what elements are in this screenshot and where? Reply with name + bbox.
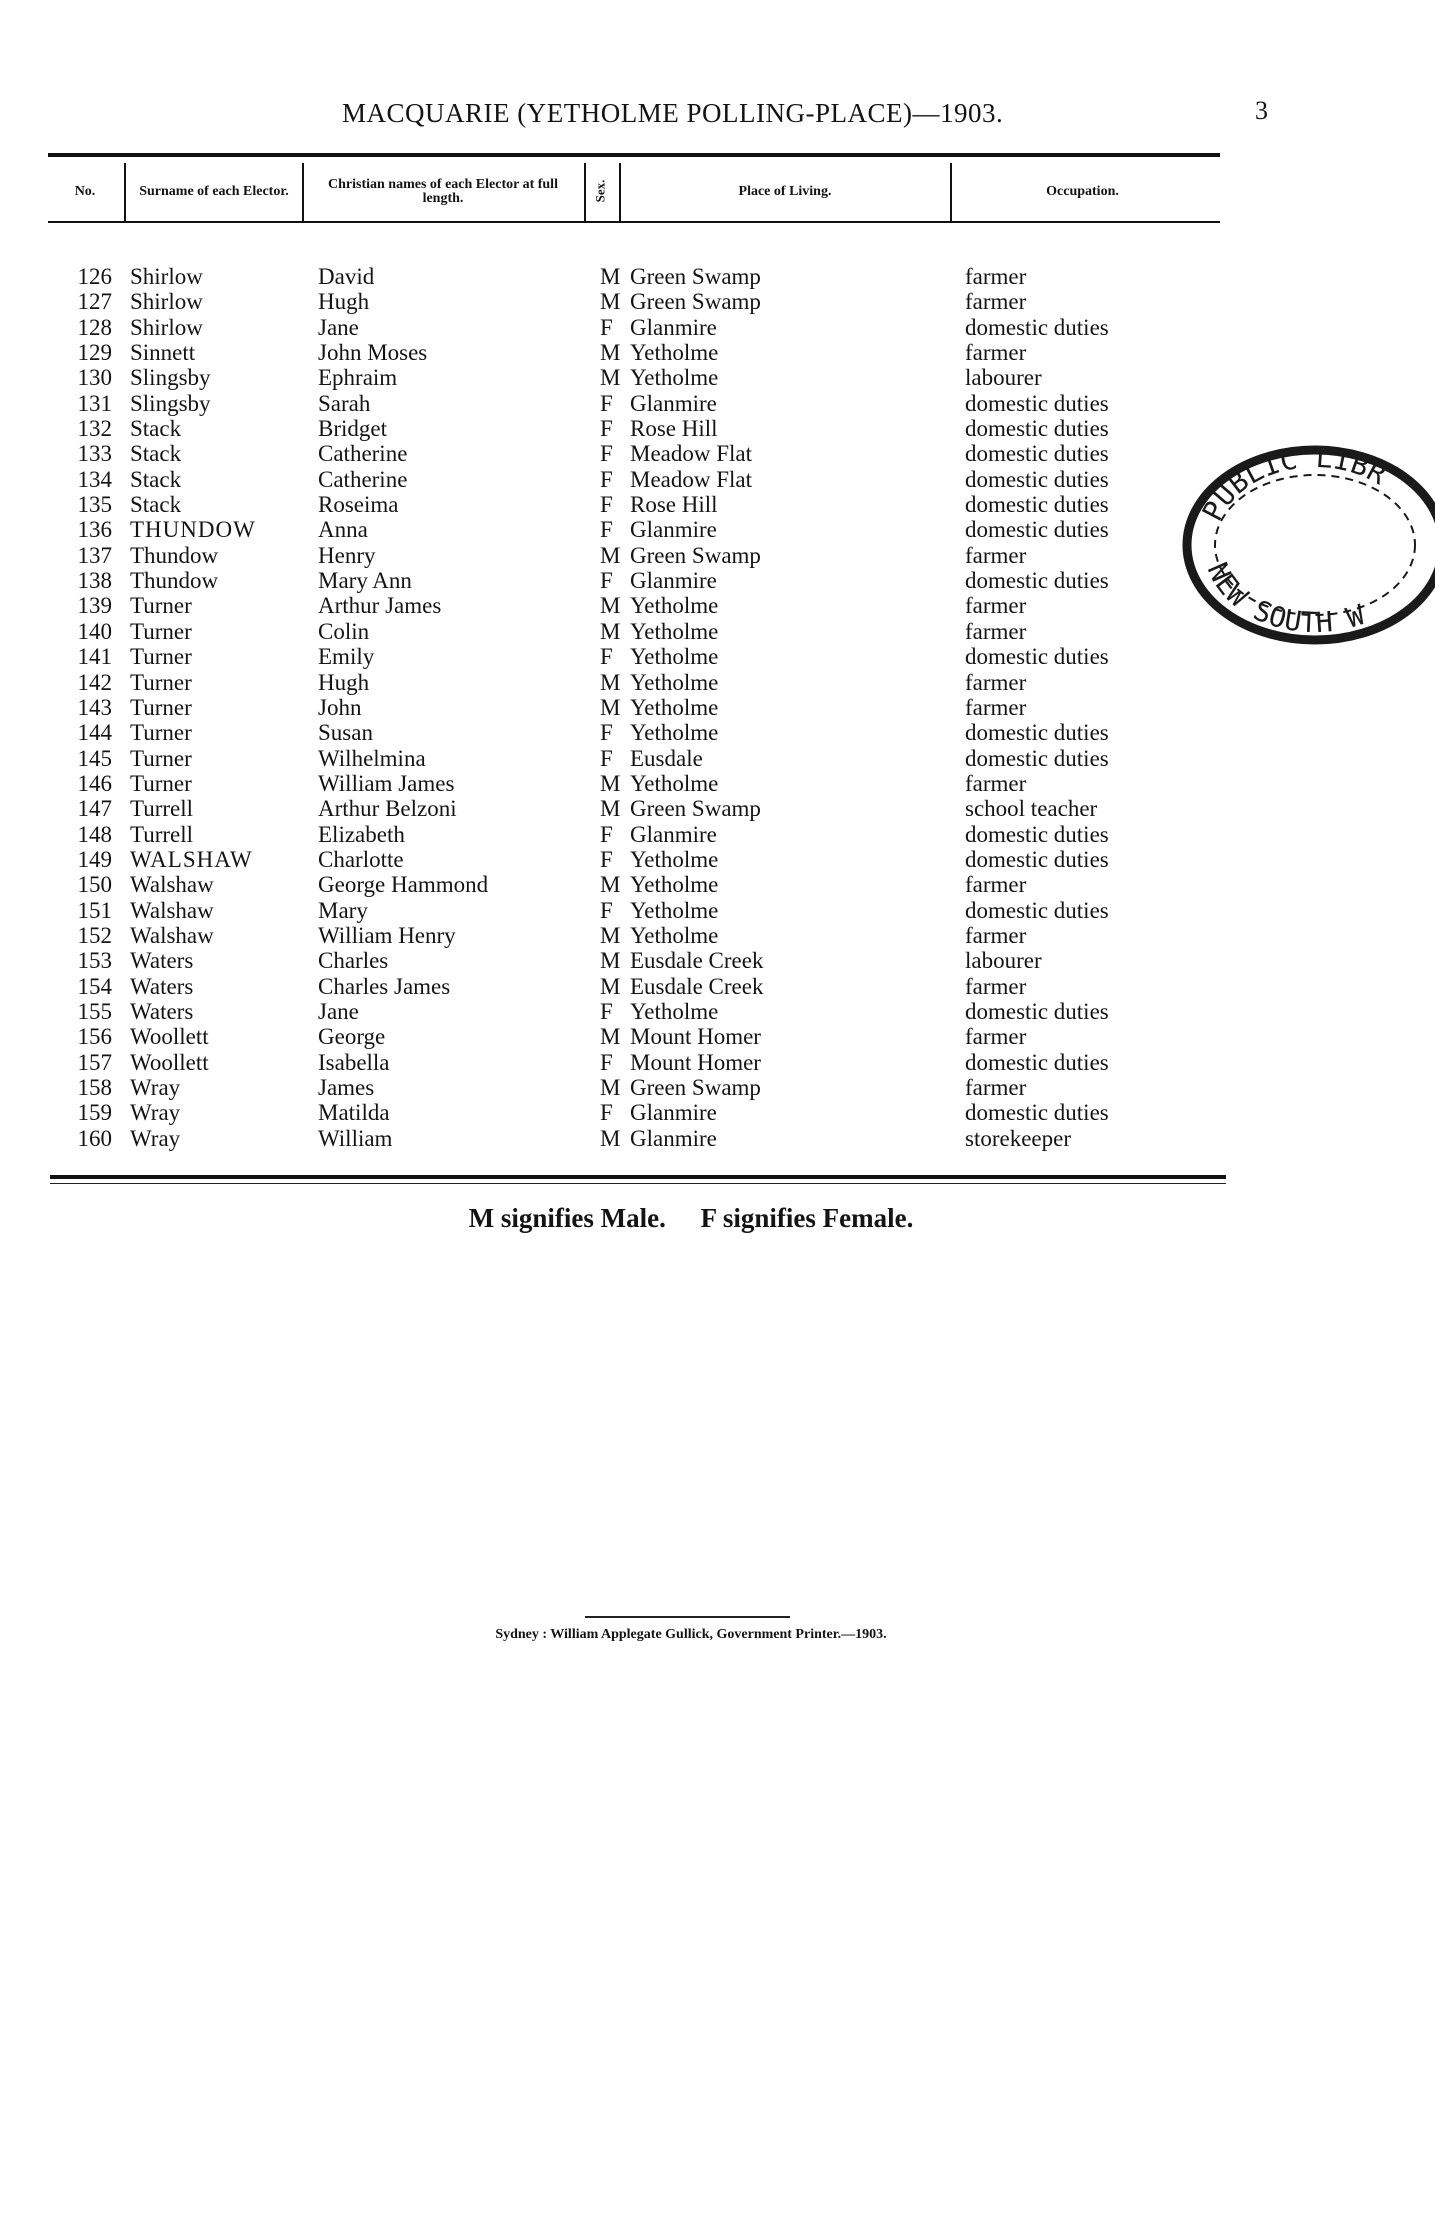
row-sex: M [600,365,621,391]
row-place-of-living: Yetholme [630,897,719,923]
row-christian-names: Mary Ann [318,568,412,594]
row-number: 133 [77,441,112,467]
row-number: 144 [77,720,112,746]
row-sex: M [600,796,621,822]
table-row [0,898,1382,923]
row-sex: F [600,846,613,872]
row-sex: M [600,1075,621,1100]
row-surname: Thundow [130,542,219,568]
row-sex: M [600,948,621,974]
row-sex: M [600,542,621,568]
row-place-of-living: Yetholme [630,694,719,720]
row-surname: Woollett [130,1024,209,1050]
row-occupation: farmer [965,593,1027,619]
table-top-rule [48,153,1220,157]
row-place-of-living: Yetholme [630,922,719,948]
table-row [0,948,1382,973]
row-christian-names: Jane [318,998,359,1024]
row-christian-names: Isabella [318,1049,390,1075]
row-sex: F [600,314,613,340]
row-sex: M [600,593,621,619]
row-christian-names: Sarah [318,390,371,416]
column-header-christian-names: Christian names of each Elector at full length. [328,177,558,206]
row-occupation: farmer [965,340,1027,366]
row-number: 127 [77,289,112,315]
row-number: 131 [77,390,112,416]
row-surname: Shirlow [130,314,203,340]
row-occupation: domestic duties [965,568,1109,594]
row-christian-names: Catherine [318,441,408,467]
row-place-of-living: Mount Homer [630,1049,761,1075]
row-sex: F [600,821,613,847]
table-bottom-rule-thin [50,1183,1226,1184]
row-number: 147 [77,796,112,822]
table-row [0,720,1382,745]
row-surname: Turrell [130,796,194,822]
row-surname: Waters [130,973,194,999]
row-number: 159 [77,1100,112,1126]
table-row [0,1075,1382,1100]
row-number: 130 [77,365,112,391]
row-occupation: domestic duties [965,441,1109,467]
stamp-bottom-text: NEW SOUTH W [1200,557,1369,640]
row-sex: M [600,1125,621,1151]
row-place-of-living: Yetholme [630,770,719,796]
row-occupation: domestic duties [965,416,1109,442]
row-sex: M [600,872,621,898]
stamp-top-text: PUBLIC LIBR [1195,440,1392,527]
row-christian-names: George Hammond [318,872,489,898]
row-surname: Wray [130,1125,181,1151]
row-surname: Stack [130,466,182,492]
row-christian-names: James [318,1075,375,1100]
table-bottom-rule [50,1175,1226,1179]
row-number: 154 [77,973,112,999]
column-header-surname: Surname of each Elector. [139,184,289,199]
row-number: 150 [77,872,112,898]
row-place-of-living: Meadow Flat [630,466,753,492]
column-divider [619,163,621,223]
table-row [0,264,1382,289]
row-christian-names: Jane [318,314,359,340]
column-header-no: No. [74,184,96,199]
row-christian-names: Charles [318,948,389,974]
row-sex: M [600,289,621,315]
sex-legend [0,1203,1382,1234]
row-place-of-living: Green Swamp [630,289,761,315]
row-surname: WALSHAW [130,846,253,872]
row-occupation: domestic duties [965,644,1109,670]
row-sex: M [600,770,621,796]
row-christian-names: Emily [318,644,375,670]
row-sex: M [600,340,621,366]
row-sex: F [600,466,613,492]
row-surname: Stack [130,416,182,442]
printer-imprint: Sydney : William Applegate Gullick, Government Printer.—1903. [495,1627,887,1642]
row-christian-names: Charlotte [318,846,404,872]
row-number: 138 [77,568,112,594]
row-number: 135 [77,492,112,518]
row-sex: F [600,517,613,543]
row-occupation: farmer [965,694,1027,720]
row-christian-names: Bridget [318,416,387,442]
row-occupation: farmer [965,289,1027,315]
row-place-of-living: Mount Homer [630,1024,761,1050]
row-christian-names: Wilhelmina [318,745,426,771]
row-place-of-living: Yetholme [630,340,719,366]
row-christian-names: Charles James [318,973,451,999]
row-place-of-living: Yetholme [630,644,719,670]
table-row [0,391,1382,416]
column-divider [950,163,952,223]
table-row [0,796,1382,821]
row-sex: F [600,1100,613,1126]
row-christian-names: Matilda [318,1100,390,1126]
legend-male: M signifies Male. [468,1203,666,1233]
row-place-of-living: Glanmire [630,821,717,847]
row-place-of-living: Glanmire [630,517,717,543]
row-occupation: domestic duties [965,998,1109,1024]
row-occupation: domestic duties [965,1100,1109,1126]
row-surname: Turner [130,720,192,746]
row-surname: Turner [130,644,192,670]
row-christian-names: William [318,1125,393,1151]
row-place-of-living: Yetholme [630,365,719,391]
row-number: 142 [77,669,112,695]
page-title: MACQUARIE (YETHOLME POLLING-PLACE)—1903. [342,98,1004,128]
row-place-of-living: Yetholme [630,720,719,746]
row-surname: Slingsby [130,390,211,416]
column-header-place: Place of Living. [738,184,832,199]
row-number: 137 [77,542,112,568]
row-occupation: farmer [965,922,1027,948]
table-row [0,1024,1382,1049]
row-number: 158 [77,1075,112,1100]
row-occupation: domestic duties [965,517,1109,543]
row-sex: M [600,618,621,644]
row-surname: Turner [130,618,192,644]
row-sex: F [600,492,613,518]
row-sex: M [600,694,621,720]
row-number: 143 [77,694,112,720]
row-occupation: domestic duties [965,390,1109,416]
table-header-rule [48,221,1220,223]
row-place-of-living: Yetholme [630,998,719,1024]
row-sex: F [600,568,613,594]
row-sex: M [600,973,621,999]
column-header-sex [585,168,615,214]
row-sex: F [600,416,613,442]
row-place-of-living: Green Swamp [630,542,761,568]
row-occupation: farmer [965,542,1027,568]
row-occupation: domestic duties [965,745,1109,771]
imprint-rule [585,1616,790,1618]
row-occupation: farmer [965,618,1027,644]
row-number: 146 [77,770,112,796]
row-surname: Turner [130,745,192,771]
row-number: 156 [77,1024,112,1050]
row-number: 153 [77,948,112,974]
row-surname: Stack [130,492,182,518]
row-christian-names: Arthur Belzoni [318,796,457,822]
row-surname: Shirlow [130,289,203,315]
row-sex: F [600,720,613,746]
library-stamp [1175,430,1392,650]
row-occupation: domestic duties [965,821,1109,847]
row-christian-names: Arthur James [318,593,442,619]
row-occupation: labourer [965,948,1042,974]
column-header-occupation: Occupation. [1046,184,1119,199]
row-place-of-living: Eusdale [630,745,703,771]
row-occupation: domestic duties [965,466,1109,492]
row-place-of-living: Meadow Flat [630,441,753,467]
row-occupation: farmer [965,770,1027,796]
row-number: 139 [77,593,112,619]
table-row [0,1126,1382,1151]
row-surname: Walshaw [130,897,214,923]
row-surname: THUNDOW [130,517,256,543]
row-surname: Walshaw [130,872,214,898]
row-place-of-living: Yetholme [630,846,719,872]
table-row [0,771,1382,796]
row-place-of-living: Glanmire [630,568,717,594]
row-place-of-living: Glanmire [630,1125,717,1151]
page-number: 3 [1255,96,1268,125]
row-occupation: farmer [965,973,1027,999]
table-row [0,340,1382,365]
row-occupation: farmer [965,1075,1027,1100]
row-sex: F [600,441,613,467]
row-surname: Thundow [130,568,219,594]
table-row [0,974,1382,999]
row-surname: Woollett [130,1049,209,1075]
row-number: 151 [77,897,112,923]
row-number: 152 [77,922,112,948]
row-place-of-living: Yetholme [630,872,719,898]
table-row [0,999,1382,1024]
column-divider [302,163,304,223]
row-surname: Stack [130,441,182,467]
row-surname: Turner [130,669,192,695]
row-number: 149 [77,846,112,872]
row-sex: F [600,897,613,923]
row-surname: Sinnett [130,340,196,366]
row-christian-names: Susan [318,720,373,746]
column-divider [124,163,126,223]
row-christian-names: Mary [318,897,368,923]
row-occupation: farmer [965,669,1027,695]
row-christian-names: John [318,694,362,720]
row-christian-names: William James [318,770,455,796]
row-occupation: farmer [965,264,1027,289]
row-surname: Wray [130,1100,181,1126]
row-place-of-living: Glanmire [630,314,717,340]
row-surname: Waters [130,948,194,974]
row-surname: Slingsby [130,365,211,391]
row-surname: Waters [130,998,194,1024]
elector-list [0,264,1382,1151]
row-sex: F [600,644,613,670]
row-number: 136 [77,517,112,543]
legend-female: F signifies Female. [700,1203,914,1233]
row-place-of-living: Eusdale Creek [630,948,764,974]
row-place-of-living: Green Swamp [630,264,761,289]
table-row [0,847,1382,872]
row-number: 134 [77,466,112,492]
row-number: 148 [77,821,112,847]
row-surname: Turner [130,770,192,796]
row-surname: Walshaw [130,922,214,948]
row-occupation: school teacher [965,796,1098,822]
row-surname: Wray [130,1075,181,1100]
table-row [0,822,1382,847]
row-surname: Turrell [130,821,194,847]
row-sex: M [600,669,621,695]
row-christian-names: Elizabeth [318,821,405,847]
row-sex: M [600,264,621,289]
row-occupation: farmer [965,872,1027,898]
row-christian-names: William Henry [318,922,456,948]
row-sex: M [600,1024,621,1050]
row-place-of-living: Yetholme [630,618,719,644]
row-sex: M [600,922,621,948]
row-surname: Shirlow [130,264,203,289]
row-occupation: domestic duties [965,720,1109,746]
row-number: 155 [77,998,112,1024]
row-number: 126 [77,264,112,289]
table-row [0,695,1382,720]
row-christian-names: Hugh [318,289,370,315]
row-place-of-living: Green Swamp [630,796,761,822]
column-header-sex-label: Sex. [592,179,607,203]
row-number: 160 [77,1125,112,1151]
row-number: 141 [77,644,112,670]
row-number: 157 [77,1049,112,1075]
row-place-of-living: Rose Hill [630,492,718,518]
row-place-of-living: Yetholme [630,593,719,619]
row-number: 128 [77,314,112,340]
row-sex: F [600,745,613,771]
table-row [0,923,1382,948]
row-occupation: domestic duties [965,1049,1109,1075]
row-christian-names: David [318,264,375,289]
row-number: 145 [77,745,112,771]
row-place-of-living: Green Swamp [630,1075,761,1100]
table-row [0,1050,1382,1075]
row-occupation: farmer [965,1024,1027,1050]
row-sex: F [600,998,613,1024]
table-row [0,670,1382,695]
table-row [0,315,1382,340]
table-row [0,746,1382,771]
table-row [0,872,1382,897]
row-occupation: domestic duties [965,897,1109,923]
row-place-of-living: Eusdale Creek [630,973,764,999]
row-surname: Turner [130,593,192,619]
row-place-of-living: Glanmire [630,1100,717,1126]
row-place-of-living: Glanmire [630,390,717,416]
table-row [0,365,1382,390]
row-number: 132 [77,416,112,442]
row-christian-names: Ephraim [318,365,398,391]
row-sex: F [600,1049,613,1075]
row-number: 140 [77,618,112,644]
row-place-of-living: Yetholme [630,669,719,695]
row-christian-names: Henry [318,542,376,568]
table-row [0,1100,1382,1125]
row-sex: F [600,390,613,416]
row-occupation: storekeeper [965,1125,1071,1151]
row-occupation: domestic duties [965,314,1109,340]
row-christian-names: John Moses [318,340,428,366]
row-place-of-living: Rose Hill [630,416,718,442]
row-christian-names: Catherine [318,466,408,492]
row-christian-names: George [318,1024,386,1050]
library-stamp-seal [1175,430,1435,650]
row-occupation: domestic duties [965,492,1109,518]
row-occupation: domestic duties [965,846,1109,872]
row-christian-names: Anna [318,517,368,543]
row-christian-names: Colin [318,618,370,644]
row-christian-names: Roseima [318,492,399,518]
row-number: 129 [77,340,112,366]
row-surname: Turner [130,694,192,720]
row-occupation: labourer [965,365,1042,391]
row-christian-names: Hugh [318,669,370,695]
table-row [0,289,1382,314]
